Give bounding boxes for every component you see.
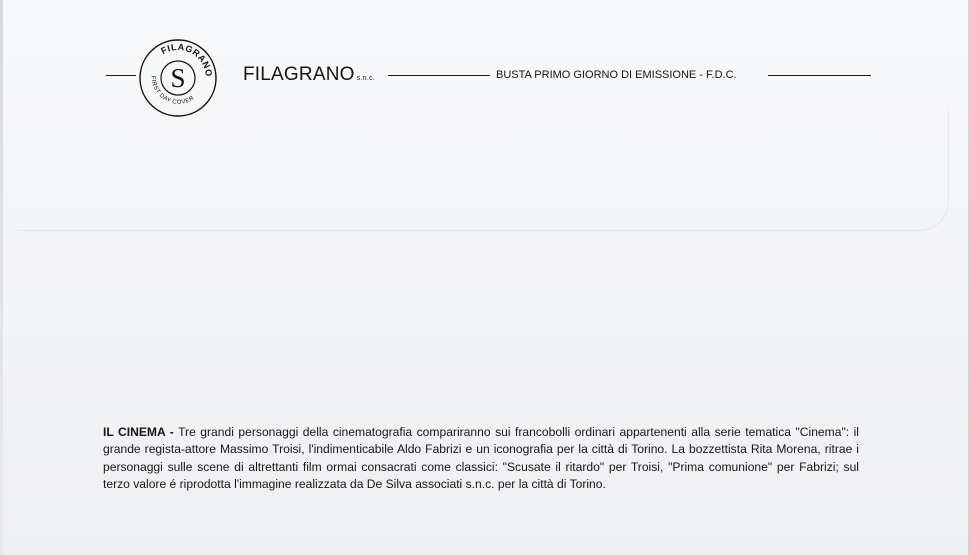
seal-bottom-text: FIRST DAY COVER bbox=[149, 75, 196, 106]
filagrano-seal-logo bbox=[138, 38, 218, 118]
cover-header bbox=[0, 0, 970, 130]
header-rule-right bbox=[768, 75, 871, 76]
seal-top-text: FILAGRANO bbox=[159, 41, 215, 78]
first-day-cover-label: BUSTA PRIMO GIORNO DI EMISSIONE - F.D.C. bbox=[496, 69, 737, 81]
header-rule-middle bbox=[388, 75, 490, 76]
description-title: IL CINEMA - bbox=[103, 425, 174, 439]
description-body: Tre grandi personaggi della cinematografia compariranno sui francobolli ordinari appartenenti alla serie tematica "Cinema": il grande regista-attore Massimo Troisi, l'indimenticabile Aldo Fabrizi e un iconografia per la città di Torino. La bozzettista Rita Morena, ritrae i personaggi sulle scene di altrettanti film ormai consacrati come classici: "Scusate il ritardo" per Troisi, "Prima comunione" per Fabrizi; sul terzo valore é riprodotta l'immagine realizzata da De Silva associati s.n.c. per la città di Torino. bbox=[103, 425, 859, 492]
cinema-description bbox=[103, 424, 859, 494]
svg-text:FILAGRANO bbox=[157, 38, 218, 81]
header-rule-left bbox=[106, 75, 136, 76]
brand-name-text: FILAGRANO bbox=[243, 64, 355, 85]
seal-monogram: S bbox=[170, 63, 186, 93]
brand-name bbox=[243, 64, 375, 86]
brand-suffix: s.n.c. bbox=[356, 75, 376, 82]
